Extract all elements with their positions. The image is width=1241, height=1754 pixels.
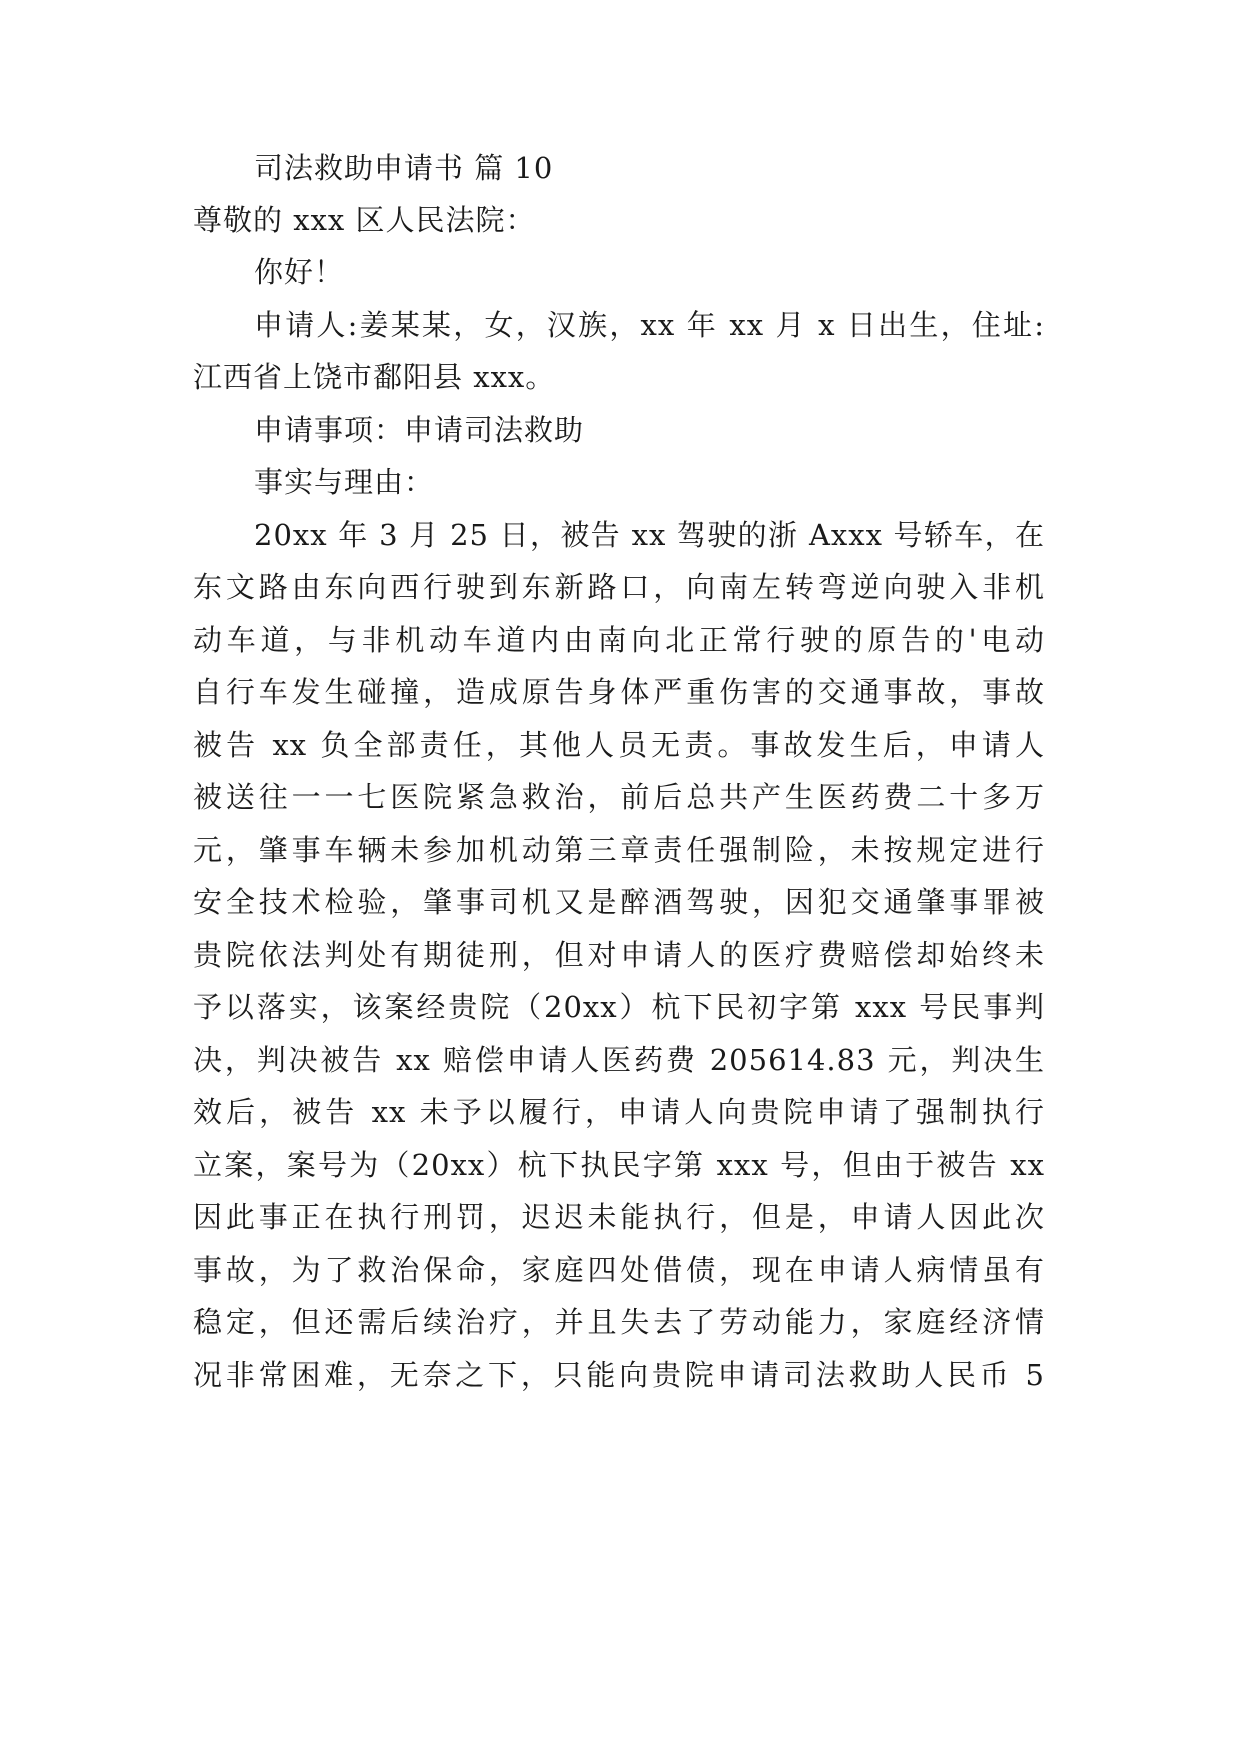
body-line: 20xx 年 3 月 25 日，被告 xx 驾驶的浙 Axxx 号轿车，在 — [254, 518, 1045, 552]
body-line: 立案，案号为（20xx）杭下执民字第 xxx 号，但由于被告 xx — [193, 1148, 1045, 1182]
applicant-line-1: 申请人:姜某某，女，汉族，xx 年 xx 月 x 日出生，住址: — [254, 308, 1045, 342]
document-heading: 司法救助申请书 篇 10 — [254, 151, 554, 185]
greeting: 你好！ — [254, 255, 345, 289]
body-line: 因此事正在执行刑罚，迟迟未能执行，但是，申请人因此次 — [193, 1200, 1045, 1234]
body-line: 元，肇事车辆未参加机动第三章责任强制险，未按规定进行 — [193, 833, 1045, 867]
body-line: 贵院依法判处有期徒刑，但对申请人的医疗费赔偿却始终未 — [193, 938, 1045, 972]
body-line: 效后，被告 xx 未予以履行，申请人向贵院申请了强制执行 — [193, 1095, 1045, 1129]
body-line: 况非常困难，无奈之下，只能向贵院申请司法救助人民币 5 — [193, 1358, 1045, 1392]
body-line: 决，判决被告 xx 赔偿申请人医药费 205614.83 元，判决生 — [193, 1043, 1045, 1077]
body-line: 稳定，但还需后续治疗，并且失去了劳动能力，家庭经济情 — [193, 1305, 1045, 1339]
body-line: 安全技术检验，肇事司机又是醉酒驾驶，因犯交通肇事罪被 — [193, 885, 1045, 919]
body-line: 东文路由东向西行驶到东新路口，向南左转弯逆向驶入非机 — [193, 570, 1045, 604]
body-line: 动车道，与非机动车道内由南向北正常行驶的原告的'电动 — [193, 623, 1045, 657]
applicant-line-2: 江西省上饶市鄱阳县 xxx。 — [193, 360, 556, 394]
request-item: 申请事项：申请司法救助 — [254, 413, 585, 447]
body-line: 自行车发生碰撞，造成原告身体严重伤害的交通事故，事故 — [193, 675, 1045, 709]
body-line: 予以落实，该案经贵院（20xx）杭下民初字第 xxx 号民事判 — [193, 990, 1045, 1024]
facts-heading: 事实与理由： — [254, 465, 435, 499]
body-line: 事故，为了救治保命，家庭四处借债，现在申请人病情虽有 — [193, 1253, 1045, 1287]
body-line: 被送往一一七医院紧急救治，前后总共产生医药费二十多万 — [193, 780, 1045, 814]
body-line: 被告 xx 负全部责任，其他人员无责。事故发生后，申请人 — [193, 728, 1045, 762]
salutation: 尊敬的 xxx 区人民法院： — [193, 203, 536, 237]
